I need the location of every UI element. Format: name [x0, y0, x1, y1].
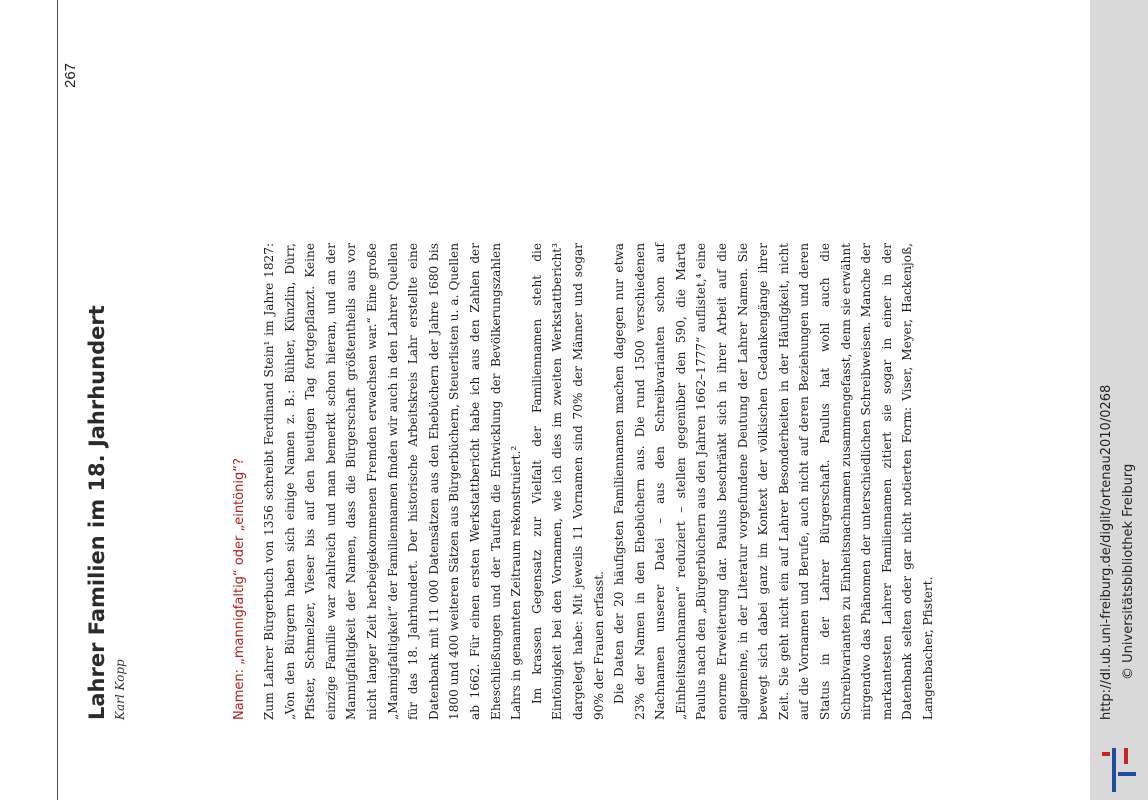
page-number: 267	[62, 62, 79, 88]
footer-copyright: © Universitätsbibliothek Freiburg	[1121, 463, 1136, 680]
paragraph-3: Die Daten der 20 häufigsten Familiennamen machen dagegen nur etwa 23% der Namen in den Ehebüchern aus. Die rund 1500 verschiedenen Nachnamen unserer Datei – aus den Schreibvarianten schon auf „Einheitsnachnamen“ reduziert – stellen gegenüber den 590, die Marta Paulus nach den „Bürgerbüchern aus den Jahren 1662–1777“ auflistet,⁴ eine enorme Erweiterung dar. Paulus beschränkt sich in ihrer Arbeit auf die allgemeine, in der Literatur vorgefundene Deutung der Lahrer Namen. Sie bewegt sich dabei ganz im Kontext der völkischen Gedankengänge ihrer Zeit. Sie geht nicht ein auf Lahrer Besonderheiten in der Häufigkeit, nicht auf die Vornamen und Berufe, auch nicht auf deren Beziehungen und deren Status in der Lahrer Bürgerschaft. Paulus hat wohl auch die Schreibvarianten zu Einheitsnachnamen zusammengefasst, denn sie erwähnt nirgendwo das Phänomen der unterschiedlichen Schreibweisen. Manche der markantesten Lahrer Familiennamen zitiert sie sogar in einer in der Datenbank selten oder gar nicht notierten Form: Viser, Meyer, Hackenjoß, Langenbacher, Pfistert.	[612, 243, 935, 720]
article-author: Karl Kopp	[113, 659, 127, 720]
footer-permalink[interactable]: http://dl.ub.uni-freiburg.de/diglit/ortenau2010/0268	[1099, 384, 1114, 720]
article-title: Lahrer Familien im 18. Jahrhundert	[85, 305, 109, 720]
paragraph-2: Im krassen Gegensatz zur Vielfalt der Familiennamen steht die Eintönigkeit bei den Vornamen, wie ich dies im zweiten Werkstattbericht³ dargelegt habe: Mit jeweils 11 Vornamen sind 70% der Männer und sogar 90% der Frauen erfasst.	[529, 243, 606, 720]
paragraph-1: Zum Lahrer Bürgerbuch von 1356 schreibt Ferdinand Stein¹ im Jahre 1827: „Von den Bürgern haben sich einige Namen z. B.: Bühler, Künzlin, Dürr, Pfister, Schmelzer, Vieser bis auf den heutigen Tag fortgepflanzt. Keine einzige Familie war zahlreich und man bemerkt schon hieran, und an der Mannigfaltigkeit der Namen, dass die Bürgerschaft größtentheils aus vor nicht langer Zeit herbeigekommenen Fremden erwachsen war.“ Eine große „Mannigfaltigkeit“ der Familiennamen finden wir auch in den Lahrer Quellen für das 18. Jahrhundert. Der historische Arbeitskreis Lahr erstellte eine Datenbank mit 11 000 Datensätzen aus den Ehebüchern der Jahre 1680 bis 1800 und 400 weiteren Sätzen aus Bürgerbüchern, Steuerlisten u. a. Quellen ab 1662. Für einen ersten Werkstattbericht habe ich aus den Zahlen der Eheschließungen und der Taufen die Entwicklung der Bevölkerungszahlen Lahrs in genannten Zeitraum rekonstruiert.²	[262, 243, 524, 720]
article-body	[259, 243, 939, 720]
section-heading: Namen: „mannigfaltig“ oder „eintönig“?	[232, 458, 247, 720]
ub-freiburg-logo-icon	[1098, 738, 1142, 800]
